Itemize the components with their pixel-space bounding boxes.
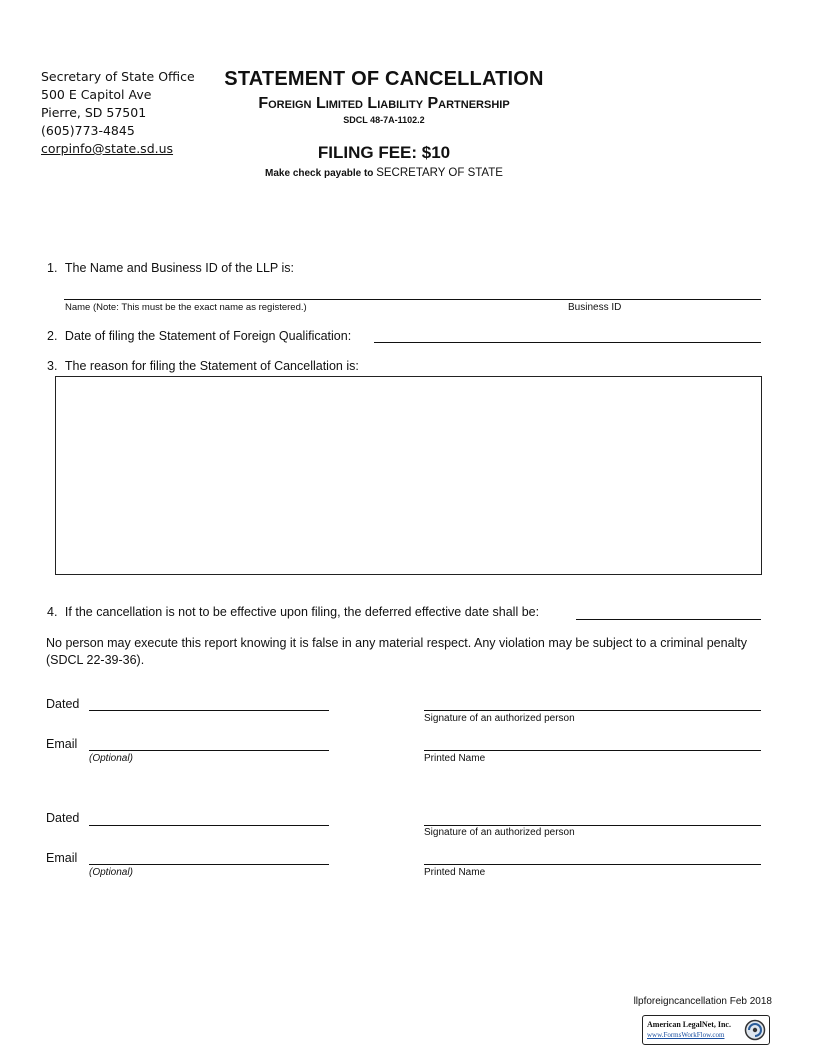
optional-caption-1: (Optional) — [89, 753, 133, 764]
filing-fee: FILING FEE: $10 — [317, 143, 451, 162]
printed-caption-2: Printed Name — [424, 867, 486, 878]
optional-caption-2: (Optional) — [89, 867, 133, 878]
item-1-text: The Name and Business ID of the LLP is: — [64, 261, 294, 275]
item-3-number: 3. — [47, 359, 58, 373]
office-street: 500 E Capitol Ave — [41, 87, 152, 102]
llp-name-id-field[interactable] — [64, 299, 761, 300]
item-2-text: Date of filing the Statement of Foreign Qualification: — [64, 329, 352, 343]
signature-caption-2: Signature of an authorized person — [424, 827, 575, 838]
printed-name-field-2[interactable] — [424, 864, 761, 865]
item-4 — [47, 605, 539, 619]
form-title: STATEMENT OF CANCELLATION — [224, 68, 544, 90]
email-field-2[interactable] — [89, 864, 329, 865]
dated-label-2: Dated — [46, 811, 80, 825]
office-city: Pierre, SD 57501 — [41, 105, 147, 120]
form-code: llpforeigncancellation Feb 2018 — [633, 996, 772, 1007]
item-2-number: 2. — [47, 329, 58, 343]
item-3 — [47, 359, 359, 373]
office-name: Secretary of State Office — [41, 69, 195, 84]
item-1 — [47, 261, 294, 275]
penalty-statement: No person may execute this report knowing it is false in any material respect. Any violation may be subject to a criminal penalty (SDCL 22-39-36). — [46, 636, 748, 667]
publisher-badge[interactable] — [642, 1015, 770, 1045]
payable-note — [0, 167, 768, 179]
printed-caption-1: Printed Name — [424, 753, 486, 764]
item-4-number: 4. — [47, 605, 58, 619]
name-caption: Name (Note: This must be the exact name as registered.) — [65, 302, 307, 313]
publisher-logo-icon — [744, 1019, 766, 1041]
item-3-text: The reason for filing the Statement of Cancellation is: — [64, 359, 359, 373]
payable-to: SECRETARY OF STATE — [376, 167, 503, 179]
publisher-url[interactable]: www.FormsWorkFlow.com — [647, 1031, 725, 1039]
signature-caption-1: Signature of an authorized person — [424, 713, 575, 724]
signature-field-2[interactable] — [424, 825, 761, 826]
deferred-date-field[interactable] — [576, 619, 761, 620]
item-2 — [47, 329, 351, 343]
payable-prefix: Make check payable to — [265, 168, 374, 179]
dated-field-2[interactable] — [89, 825, 329, 826]
email-label-2: Email — [46, 851, 78, 865]
dated-field-1[interactable] — [89, 710, 329, 711]
qualification-date-field[interactable] — [374, 342, 761, 343]
email-field-1[interactable] — [89, 750, 329, 751]
reason-textbox[interactable] — [55, 376, 762, 575]
signature-field-1[interactable] — [424, 710, 761, 711]
email-label-1: Email — [46, 737, 78, 751]
publisher-name: American LegalNet, Inc. — [647, 1020, 731, 1029]
office-email-link[interactable]: corpinfo@state.sd.us — [41, 141, 174, 156]
printed-name-field-1[interactable] — [424, 750, 761, 751]
item-1-number: 1. — [47, 261, 58, 275]
statute-reference: SDCL 48-7A-1102.2 — [343, 115, 425, 125]
office-phone: (605)773-4845 — [41, 123, 135, 138]
item-4-text: If the cancellation is not to be effective upon filing, the deferred effective date shall be: — [64, 605, 540, 619]
business-id-caption: Business ID — [568, 302, 622, 313]
dated-label-1: Dated — [46, 697, 80, 711]
form-subtitle: Foreign Limited Liability Partnership — [258, 95, 510, 112]
